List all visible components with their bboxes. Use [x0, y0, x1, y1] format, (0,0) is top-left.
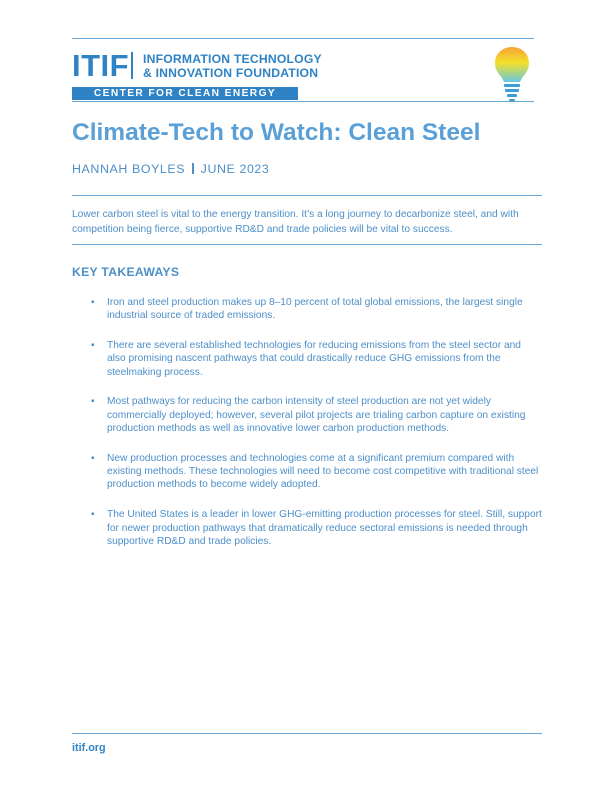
key-takeaways-list	[72, 296, 542, 565]
takeaway-item	[72, 296, 542, 323]
bulb-glass	[495, 47, 529, 82]
summary-top-rule	[72, 195, 542, 196]
bullet-icon: ▪	[91, 509, 95, 521]
takeaway-item	[72, 339, 542, 379]
organization-name	[143, 52, 322, 80]
document-title: Climate-Tech to Watch: Clean Steel	[72, 119, 481, 146]
key-takeaways-heading: KEY TAKEAWAYS	[72, 265, 180, 279]
summary-bottom-rule	[72, 244, 542, 245]
bulb-base-1	[504, 84, 520, 87]
organization-name-line2: & INNOVATION FOUNDATION	[143, 66, 319, 80]
header-top-rule	[72, 38, 534, 39]
website-link[interactable]: itif.org	[72, 742, 106, 754]
footer-rule	[72, 733, 542, 734]
organization-name-line1: INFORMATION TECHNOLOGY	[143, 52, 322, 66]
takeaway-text: Most pathways for reducing the carbon intensity of steel production are not yet widely commercially deployed; however, several pilot projects are trialing carbon capture on existing production methods as well as innovative lower carbon production methods.	[107, 396, 526, 435]
takeaway-text: New production processes and technologies come at a significant premium compared with existing methods. These technologies will need to become cost competitive with traditional steel production methods to become widely adopted.	[107, 452, 539, 491]
takeaway-text: There are several established technologies for reducing emissions from the steel sector and also promising nascent pathways that could drastically reduce GHG emissions from the steelmaking process.	[107, 340, 521, 378]
lightbulb-icon	[494, 46, 530, 102]
byline	[72, 162, 269, 176]
bullet-icon: ▪	[91, 340, 95, 352]
takeaway-text: The United States is a leader in lower GHG-emitting production processes for steel. Still, support for newer production pathways that dramatically reduce sectoral emissions is needed through supportive RD&D and trade policies.	[107, 509, 542, 547]
publication-date: JUNE 2023	[200, 162, 270, 176]
takeaway-item	[72, 452, 542, 492]
bulb-base-2	[505, 89, 519, 92]
byline-separator	[192, 163, 194, 174]
center-label-banner: CENTER FOR CLEAN ENERGY INNOVATION	[72, 87, 298, 100]
takeaway-item	[72, 508, 542, 548]
takeaway-item	[72, 395, 542, 435]
author-name: HANNAH BOYLES	[72, 162, 186, 176]
header-bottom-rule	[72, 101, 534, 102]
takeaway-text: Iron and steel production makes up 8–10 percent of total global emissions, the largest single industrial source of traded emissions.	[107, 297, 523, 322]
itif-logo-wordmark: ITIF	[72, 48, 130, 83]
bullet-icon: ▪	[91, 396, 95, 408]
bulb-base-4	[509, 99, 515, 101]
bulb-base-3	[507, 94, 517, 97]
logo-divider	[131, 52, 133, 79]
bullet-icon: ▪	[91, 297, 95, 308]
summary-text: Lower carbon steel is vital to the energy transition. It’s a long journey to decarbonize steel, and with competition being fierce, supportive RD&D and trade policies will be vital to success.	[72, 209, 519, 235]
bullet-icon: ▪	[91, 452, 95, 464]
